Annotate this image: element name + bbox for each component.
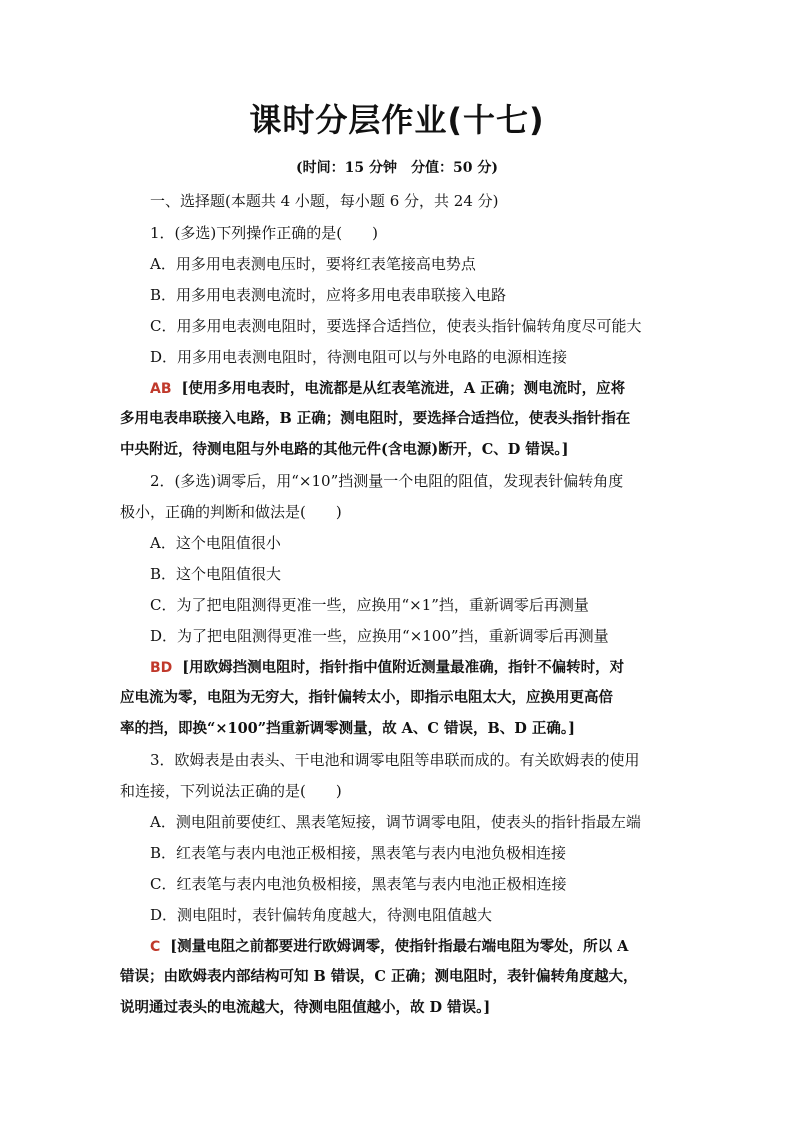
q3-stem-line-2: 和连接，下列说法正确的是( ) xyxy=(120,782,342,800)
q1-stem: 1．(多选)下列操作正确的是( ) xyxy=(150,224,378,242)
q2-explanation-line-1: BD [用欧姆挡测电阻时，指针指中值附近测量最准确，指针不偏转时，对 xyxy=(150,659,625,676)
q2-explanation-line-3: 率的挡，即换“×100”挡重新调零测量，故 A、C 错误，B、D 正确。] xyxy=(120,720,575,737)
q2-stem-line-1: 2．(多选)调零后，用“×10”挡测量一个电阻的阻值，发现表针偏转角度 xyxy=(150,472,624,490)
q2-stem-line-2: 极小，正确的判断和做法是( ) xyxy=(120,503,342,521)
q2-option-d: D．为了把电阻测得更准一些，应换用“×100”挡，重新调零后再测量 xyxy=(150,627,609,645)
q1-option-b: B．用多用电表测电流时，应将多用电表串联接入电路 xyxy=(150,286,507,304)
q3-explanation-line-1: C [测量电阻之前都要进行欧姆调零，使指针指最右端电阻为零处，所以 A xyxy=(150,938,629,955)
time-score-info: (时间：15 分钟 分值：50 分) xyxy=(296,160,498,176)
q3-option-d: D．测电阻时，表针偏转角度越大，待测电阻值越大 xyxy=(150,906,493,924)
q3-stem-line-1: 3．欧姆表是由表头、干电池和调零电阻等串联而成的。有关欧姆表的使用 xyxy=(150,751,640,769)
q2-explanation-line-2: 应电流为零，电阻为无穷大，指针偏转太小，即指示电阻太大，应换用更高倍 xyxy=(120,689,613,706)
q3-answer: C xyxy=(150,939,161,955)
q3-option-b: B．红表笔与表内电池正极相接，黑表笔与表内电池负极相连接 xyxy=(150,844,567,862)
q2-option-c: C．为了把电阻测得更准一些，应换用“×1”挡，重新调零后再测量 xyxy=(150,596,589,614)
q1-explanation-line-2: 多用电表串联接入电路，B 正确；测电阻时，要选择合适挡位，使表头指针指在 xyxy=(120,410,631,427)
q2-option-b: B．这个电阻值很大 xyxy=(150,565,282,583)
q3-explanation-line-2: 错误；由欧姆表内部结构可知 B 错误，C 正确；测电阻时，表针偏转角度越大， xyxy=(120,968,638,985)
q1-explanation-line-3: 中央附近，待测电阻与外电路的其他元件(含电源)断开，C、D 错误。] xyxy=(120,441,569,458)
q1-explanation-line-1: AB [使用多用电表时，电流都是从红表笔流进，A 正确；测电流时，应将 xyxy=(150,380,626,397)
q1-answer: AB xyxy=(150,381,172,397)
page-title: 课时分层作业(十七) xyxy=(249,101,545,139)
q3-option-a: A．测电阻前要使红、黑表笔短接，调节调零电阻，使表头的指针指最左端 xyxy=(150,813,641,831)
q3-explanation-line-3: 说明通过表头的电流越大，待测电阻值越小，故 D 错误。] xyxy=(120,999,491,1016)
q2-answer: BD xyxy=(150,660,173,676)
section-heading: 一、选择题(本题共 4 小题，每小题 6 分，共 24 分) xyxy=(150,192,499,210)
q1-option-a: A．用多用电表测电压时，要将红表笔接高电势点 xyxy=(150,255,476,273)
q2-option-a: A．这个电阻值很小 xyxy=(150,534,281,552)
q1-option-d: D．用多用电表测电阻时，待测电阻可以与外电路的电源相连接 xyxy=(150,348,568,366)
q3-option-c: C．红表笔与表内电池负极相接，黑表笔与表内电池正极相连接 xyxy=(150,875,567,893)
q1-option-c: C．用多用电表测电阻时，要选择合适挡位，使表头指针偏转角度尽可能大 xyxy=(150,317,642,335)
